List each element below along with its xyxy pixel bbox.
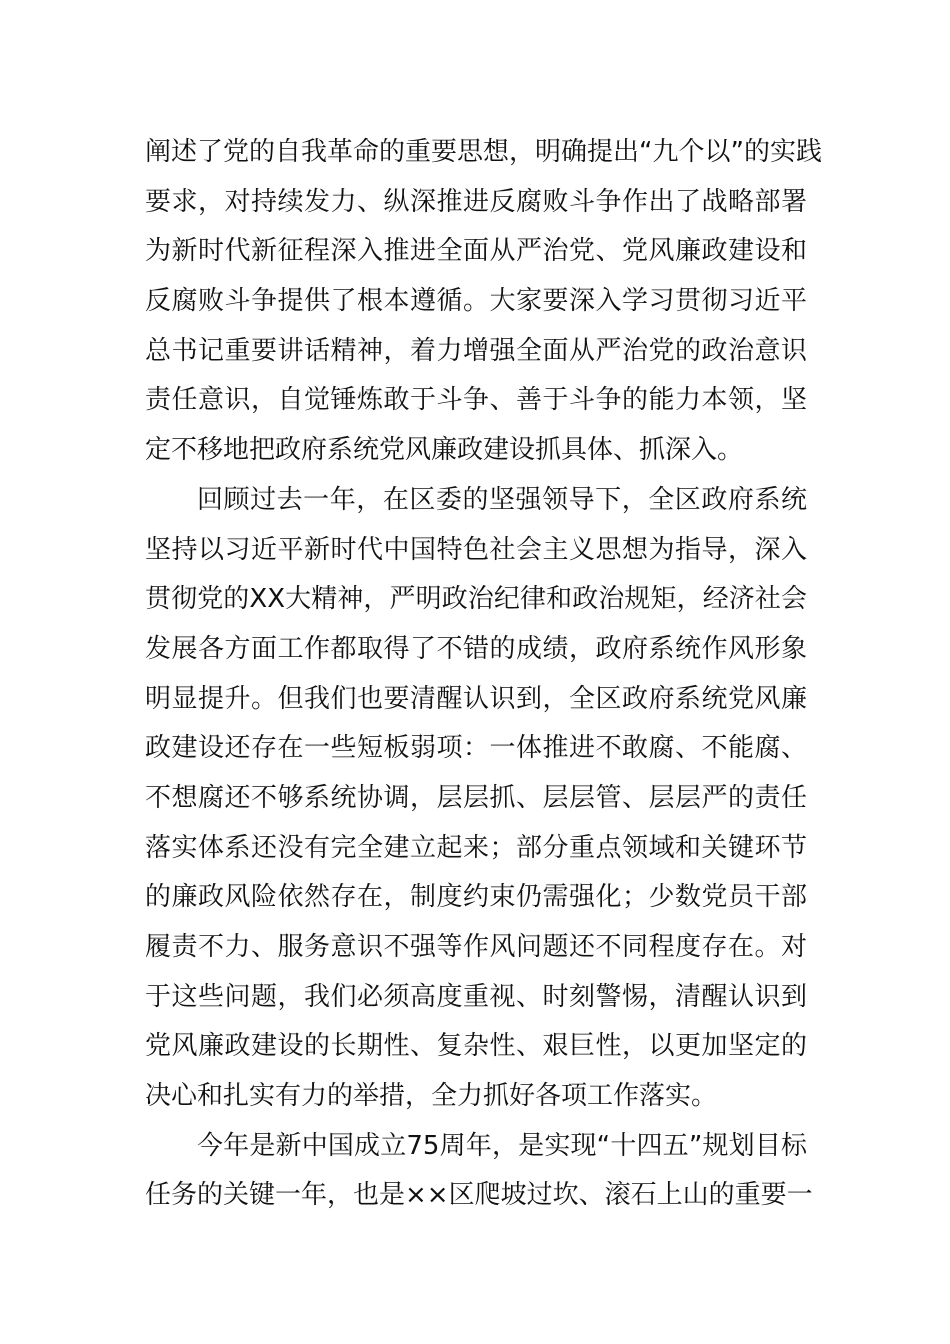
text-line: 明显提升。但我们也要清醒认识到，全区政府系统党风廉 (145, 683, 807, 714)
text-line: 党风廉政建设的长期性、复杂性、艰巨性，以更加坚定的 (145, 1031, 807, 1062)
text-line: 定不移地把政府系统党风廉政建设抓具体、抓深入。 (145, 435, 744, 466)
text-line: 贯彻党的XX大精神，严明政治纪律和政治规矩，经济社会 (145, 584, 807, 615)
text-line: 政建设还存在一些短板弱项：一体推进不敢腐、不能腐、 (145, 733, 807, 764)
text-line: 阐述了党的自我革命的重要思想，明确提出“九个以”的实践 (145, 137, 822, 167)
text-line: 回顾过去一年，在区委的坚强领导下，全区政府系统 (197, 484, 807, 515)
text-line: 责任意识，自觉锤炼敢于斗争、善于斗争的能力本领，坚 (145, 385, 807, 416)
text-line: 于这些问题，我们必须高度重视、时刻警惕，清醒认识到 (145, 981, 807, 1012)
text-line: 为新时代新征程深入推进全面从严治党、党风廉政建设和 (145, 236, 807, 267)
text-line: 落实体系还没有完全建立起来；部分重点领域和关键环节 (145, 832, 807, 863)
text-line: 发展各方面工作都取得了不错的成绩，政府系统作风形象 (145, 633, 807, 664)
document-body-text (145, 128, 822, 1221)
text-line: 不想腐还不够系统协调，层层抓、层层管、层层严的责任 (145, 782, 807, 813)
text-line: 今年是新中国成立75周年，是实现“十四五”规划目标 (197, 1130, 807, 1161)
text-line: 总书记重要讲话精神，着力增强全面从严治党的政治意识 (145, 335, 807, 366)
text-line: 的廉政风险依然存在，制度约束仍需强化；少数党员干部 (145, 882, 807, 913)
text-line: 反腐败斗争提供了根本遵循。大家要深入学习贯彻习近平 (145, 286, 807, 317)
text-line: 履责不力、服务意识不强等作风问题还不同程度存在。对 (145, 932, 807, 962)
text-line: 任务的关键一年，也是××区爬坡过坎、滚石上山的重要一 (145, 1180, 813, 1211)
text-line: 决心和扎实有力的举措，全力抓好各项工作落实。 (145, 1081, 718, 1112)
text-line: 坚持以习近平新时代中国特色社会主义思想为指导，深入 (145, 534, 807, 565)
text-line: 要求，对持续发力、纵深推进反腐败斗争作出了战略部署 (145, 186, 807, 217)
